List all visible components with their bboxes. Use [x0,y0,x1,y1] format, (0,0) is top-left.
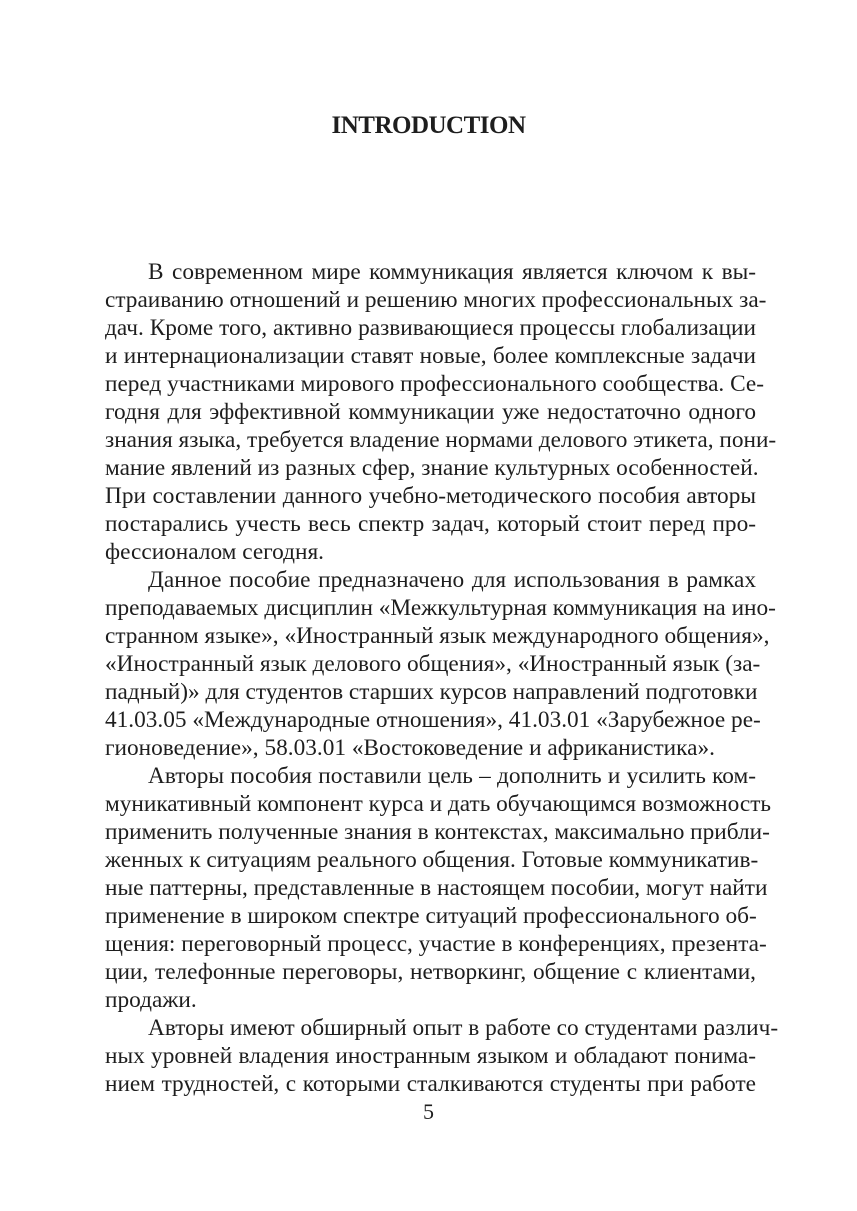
paragraph-1-line-8: мание явлений из разных сфер, знание культурных особенностей. [105,455,759,481]
paragraph-3-line-3: применить полученные знания в контекстах, максимально прибли- [105,819,770,845]
paragraph-1-line-3: дач. Кроме того, активно развивающиеся процессы глобализации [105,315,756,341]
paragraph-2-line-7: гионоведение», 58.03.01 «Востоковедение и африканистика». [105,735,715,761]
paragraph-1-line-7: знания языка, требуется владение нормами делового этикета, пони- [105,427,777,453]
paragraph-3-line-6: применение в широком спектре ситуаций профессионального об- [105,903,757,929]
paragraph-3-line-8: ции, телефонные переговоры, нетворкинг, общение с клиентами, [105,959,756,985]
paragraph-2-line-3: странном языке», «Иностранный язык международного общения», [105,623,770,649]
paragraph-2-line-2: преподаваемых дисциплин «Межкультурная коммуникация на ино- [105,595,776,621]
paragraph-3-line-7: щения: переговорный процесс, участие в конференциях, презента- [105,931,767,957]
paragraph-3-line-9: продажи. [105,987,197,1013]
page-title: INTRODUCTION [331,112,526,139]
paragraph-2-line-1: Данное пособие предназначено для использования в рамках [148,567,756,593]
paragraph-1-line-11: фессионалом сегодня. [105,539,324,565]
paragraph-1-line-9: При составлении данного учебно-методического пособия авторы [105,483,756,509]
page-number: 5 [423,1099,434,1124]
paragraph-1-line-2: страиванию отношений и решению многих профессиональных за- [105,287,767,313]
paragraph-2-line-4: «Иностранный язык делового общения», «Иностранный язык (за- [105,651,761,677]
paragraph-1-line-6: годня для эффективной коммуникации уже недостаточно одного [105,399,756,425]
paragraph-1-line-1: В современном мире коммуникация является ключом к вы- [148,259,756,285]
paragraph-1-line-10: постарались учесть весь спектр задач, который стоит перед про- [105,511,756,537]
paragraph-2-line-6: 41.03.05 «Международные отношения», 41.03.01 «Зарубежное ре- [105,707,761,733]
paragraph-3-line-4: женных к ситуациям реального общения. Готовые коммуникатив- [105,847,759,873]
paragraph-1-line-4: и интернационализации ставят новые, более комплексные задачи [105,343,756,369]
paragraph-3-line-2: муникативный компонент курса и дать обучающимся возможность [105,791,772,817]
paragraph-3-line-1: Авторы пособия поставили цель – дополнить и усилить ком- [148,763,756,789]
paragraph-4-line-1: Авторы имеют обширный опыт в работе со студентами различ- [148,1015,779,1041]
paragraph-4-line-3: нием трудностей, с которыми сталкиваются студенты при работе [105,1071,756,1097]
paragraph-1-line-5: перед участниками мирового профессионального сообщества. Се- [105,371,764,397]
paragraph-2-line-5: падный)» для студентов старших курсов направлений подготовки [105,679,758,705]
paragraph-3-line-5: ные паттерны, представленные в настоящем пособии, могут найти [105,875,768,901]
paragraph-4-line-2: ных уровней владения иностранным языком и обладают понима- [105,1043,756,1069]
